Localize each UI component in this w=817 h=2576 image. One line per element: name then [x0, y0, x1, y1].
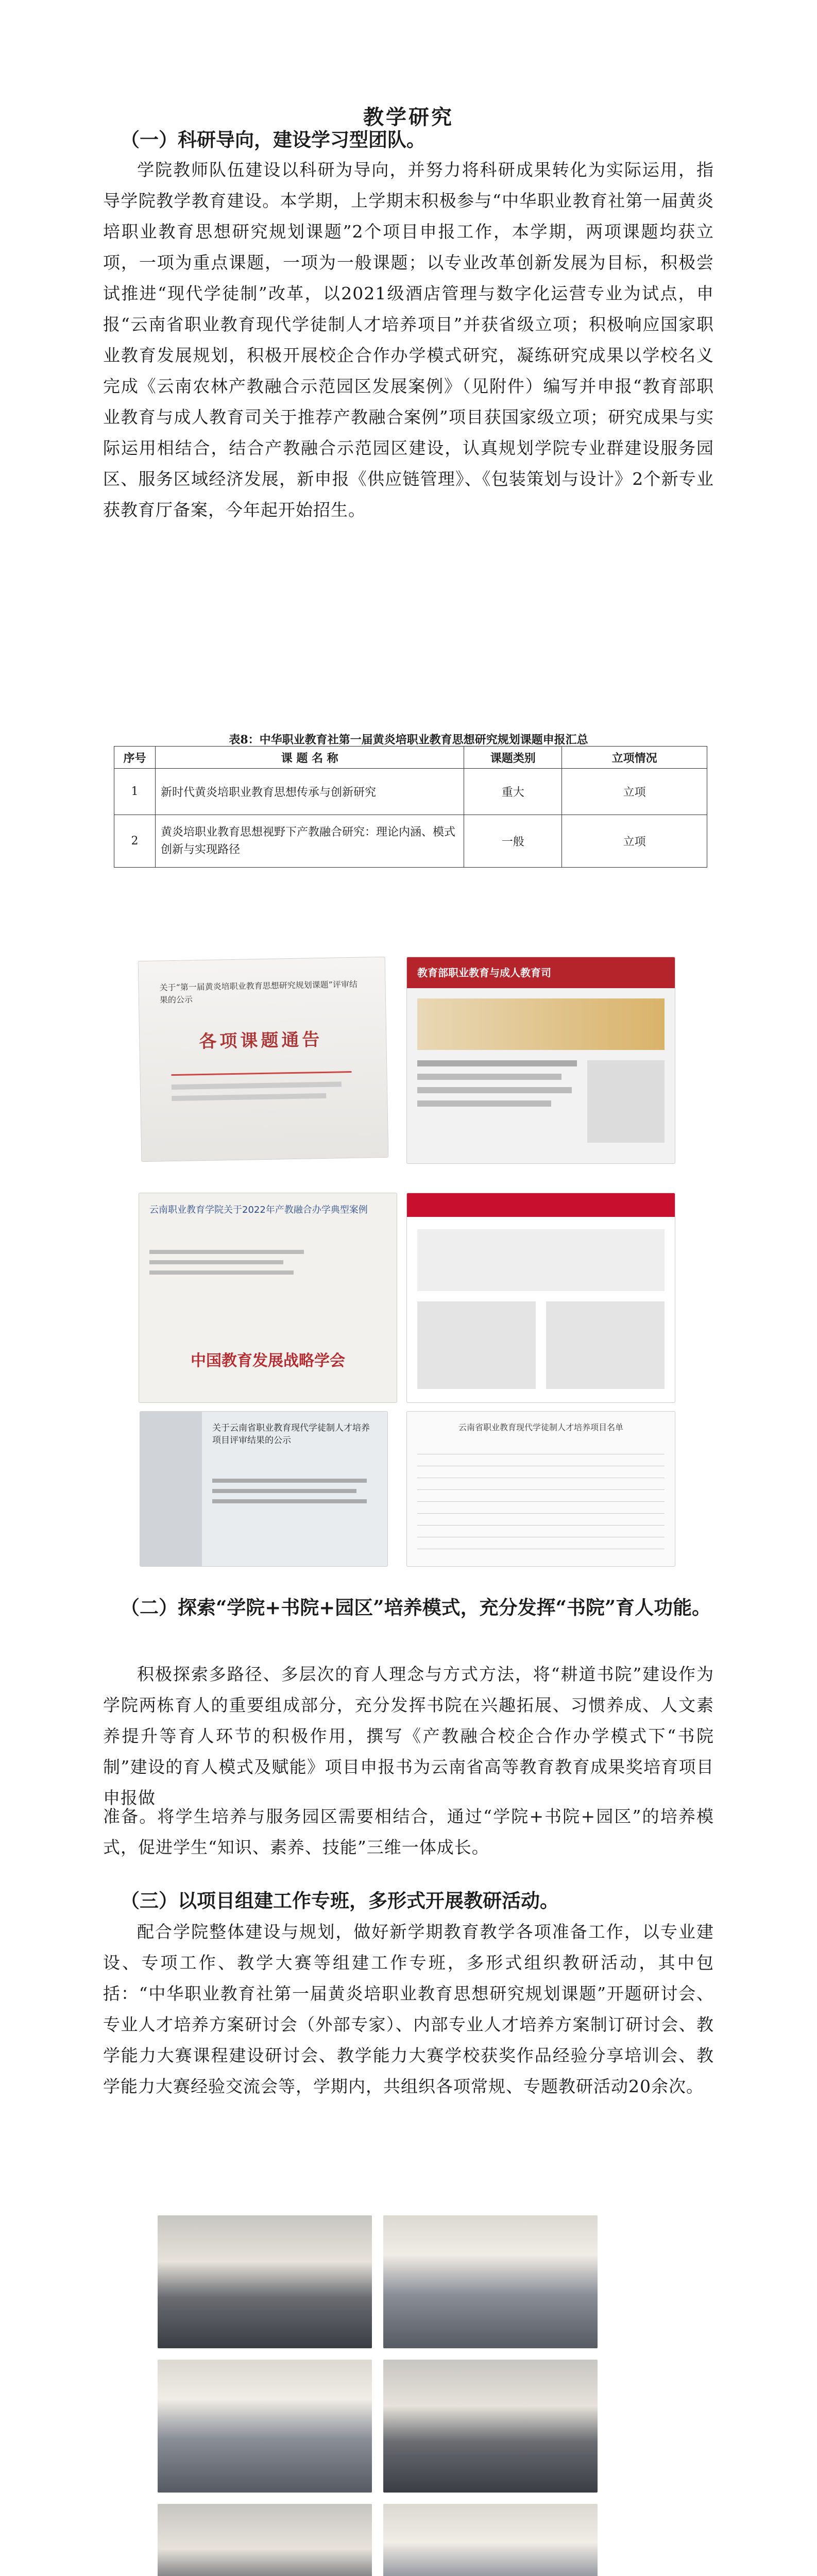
table-row — [114, 769, 707, 815]
meeting-photo — [158, 2360, 372, 2493]
meeting-photo — [383, 2360, 598, 2493]
meeting-photo — [383, 2504, 598, 2576]
section1-heading: （一）科研导向，建设学习型团队。 — [121, 128, 425, 151]
document-photo-title: 云南省职业教育现代学徒制人才培养项目名单 — [458, 1422, 623, 1432]
table-cell: 1 — [114, 769, 156, 815]
document-photo-title: 关于“第一届黄炎培职业教育思想研究规划课题”评审结果的公示 — [159, 979, 358, 1005]
table-cell: 立项 — [562, 815, 707, 868]
document-photo — [139, 1193, 397, 1402]
table-cell: 重大 — [464, 769, 562, 815]
section1-paragraph: 学院教师队伍建设以科研为导向，并努力将科研成果转化为实际运用，指导学院教学教育建设。本学期，上学期末积极参与“中华职业教育社第一届黄炎培职业教育思想研究规划课题”2个项目申报工作，本学期，两项课题均获立项，一项为重点课题，一项为一般课题；以专业改革创新发展为目标，积极尝试推进“现代学徒制”改革，以2021级酒店管理与数字化运营专业为试点，申报“云南省职业教育现代学徒制人才培养项目”并获省级立项；积极响应国家职业教育发展规划，积极开展校企合作办学模式研究，凝练研究成果以学校名义完成《云南农林产教融合示范园区发展案例》（见附件）编写并申报“教育部职业教育与成人教育司关于推荐产教融合案例”项目获国家级立项；研究成果与实际运用相结合，结合产教融合示范园区建设，认真规划学院专业群建设服务园区、服务区域经济发展，新申报《供应链管理》、《包装策划与设计》2个新专业获教育厅备案，今年起开始招生。 — [103, 160, 714, 520]
table-header: 序号 — [114, 747, 156, 769]
meeting-photo — [158, 2215, 372, 2348]
website-screenshot — [407, 1193, 675, 1402]
table-cell: 2 — [114, 815, 156, 868]
table-header: 课题类别 — [464, 747, 562, 769]
section2-paragraph2: 准备。将学生培养与服务园区需要相结合，通过“学院+书院+园区”的培养模式，促进学生“知识、素养、技能”三维一体成长。 — [103, 1806, 714, 1857]
section2-heading: （二）探索“学院+书院+园区”培养模式，充分发挥“书院”育人功能。 — [121, 1596, 711, 1619]
document-photo — [407, 1412, 675, 1566]
document-photo-title: 云南职业教育学院关于2022年产教融合办学典型案例 — [149, 1205, 368, 1215]
document-photo-title: 关于云南省职业教育现代学徒制人才培养项目评审结果的公示 — [212, 1423, 370, 1446]
document-photo-heading: 各项课题通告 — [199, 1029, 323, 1053]
section3-heading: （三）以项目组建工作专班，多形式开展教研活动。 — [121, 1889, 559, 1912]
table-cell: 黄炎培职业教育思想视野下产教融合研究：理论内涵、模式创新与实现路径 — [155, 815, 464, 868]
document-photo — [139, 957, 388, 1161]
table-header: 课 题 名 称 — [155, 747, 464, 769]
table-header-row — [114, 747, 707, 769]
page-title: 教学研究 — [363, 105, 454, 129]
website-screenshot — [407, 957, 675, 1163]
table-header: 立项情况 — [562, 747, 707, 769]
section3-paragraph: 配合学院整体建设与规划，做好新学期教育教学各项准备工作，以专业建设、专项工作、教学大赛等组建工作专班，多形式组织教研活动，其中包括：“中华职业教育社第一届黄炎培职业教育思想研究规划课题”开题研讨会、专业人才培养方案研讨会（外部专家）、内部专业人才培养方案制订研讨会、教学能力大赛课程建设研讨会、教学能力大赛学校获奖作品经验分享培训会、教学能力大赛经验交流会等，学期内，共组织各项常规、专题教研活动20余次。 — [103, 1922, 714, 2096]
table-cell: 一般 — [464, 815, 562, 868]
document-photo — [140, 1412, 387, 1566]
table-caption: 表8：中华职业教育社第一届黄炎培职业教育思想研究规划课题申报汇总 — [229, 733, 588, 747]
meeting-photo — [158, 2504, 372, 2576]
table-cell: 新时代黄炎培职业教育思想传承与创新研究 — [155, 769, 464, 815]
document-photo-org: 中国教育发展战略学会 — [191, 1352, 345, 1370]
project-table — [114, 746, 707, 868]
meeting-photo — [383, 2215, 598, 2348]
website-banner-text: 教育部职业教育与成人教育司 — [417, 967, 551, 979]
table-row — [114, 815, 707, 868]
table-cell: 立项 — [562, 769, 707, 815]
section2-paragraph1: 积极探索多路径、多层次的育人理念与方式方法，将“耕道书院”建设作为学院两栋育人的重要组成部分，充分发挥书院在兴趣拓展、习惯养成、人文素养提升等育人环节的积极作用，撰写《产教融合校企合作办学模式下“书院制”建设的育人模式及赋能》项目申报书为云南省高等教育教育成果奖培育项目申报做 — [103, 1664, 714, 1808]
